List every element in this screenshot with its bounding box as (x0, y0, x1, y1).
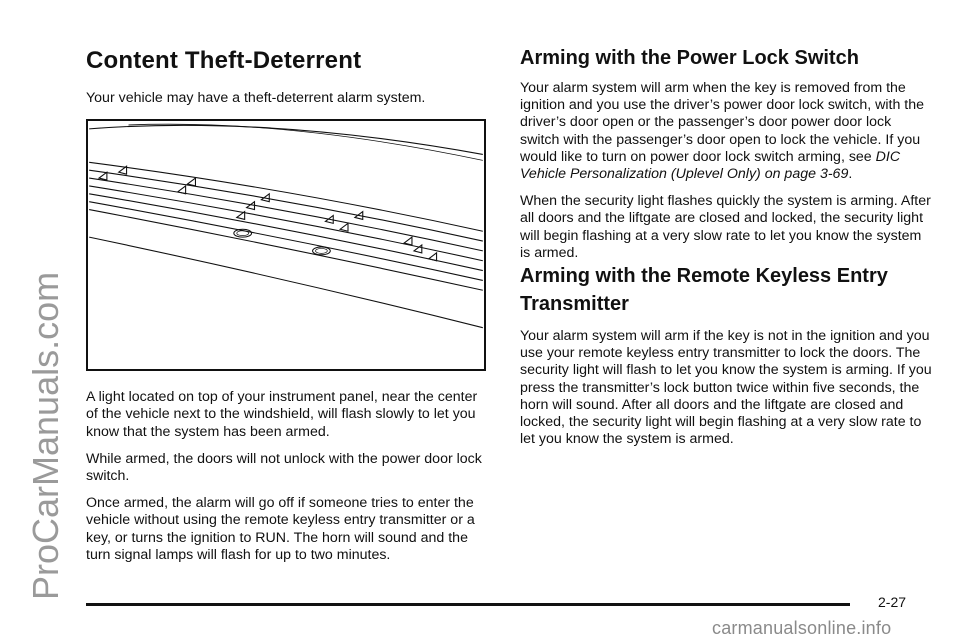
paragraph-power-lock-end: . (848, 166, 853, 183)
paragraph-power-lock-arming (520, 80, 932, 183)
footer-watermark: carmanualsonline.info (712, 618, 892, 638)
intro-paragraph: Your vehicle may have a theft-deterrent alarm system. (86, 90, 426, 106)
heading-power-lock-switch: Arming with the Power Lock Switch (520, 47, 859, 69)
paragraph-power-lock-text: Your alarm system will arm when the key is removed from the ignition and you use the driver’s power door lock switch, with the driver’s door open or the passenger’s door power door lock switch with the passenger’s door open to lock the vehicle. If you would like to turn on power door lock switch arming, see (520, 80, 925, 165)
side-watermark (6, 0, 66, 640)
page-number: 2-27 (878, 594, 907, 610)
right-column (520, 40, 932, 448)
side-watermark-text: ProCarManuals.com (25, 271, 66, 600)
instrument-panel-illustration (86, 119, 486, 371)
xref-dic-personalization[interactable]: DIC Vehicle Personalization (Uplevel Only) on page 3-69 (520, 148, 901, 183)
footer-rule (86, 603, 850, 606)
paragraph-light-location: A light located on top of your instrument panel, near the center of the vehicle next to the windshield, will flash slowly to let you know that the system has been armed. (86, 389, 478, 440)
page-title: Content Theft-Deterrent (86, 47, 362, 74)
paragraph-alarm-trigger: Once armed, the alarm will go off if someone tries to enter the vehicle without using the remote keyless entry transmitter or a key, or turns the ignition to RUN. The horn will sound and the turn signal lamps will flash for up to two minutes. (86, 495, 475, 563)
paragraph-doors-armed: While armed, the doors will not unlock with the power door lock switch. (86, 450, 482, 485)
paragraph-security-light: When the security light flashes quickly the system is arming. After all doors and the liftgate are closed and locked, the security light will begin flashing at a very slow rate to let you know the system is armed. (520, 193, 931, 261)
paragraph-remote-arming: Your alarm system will arm if the key is not in the ignition and you use your remote keyless entry transmitter to lock the doors. The security light will flash to let you know the system is arming. If you press the transmitter’s lock button twice within five seconds, the horn will sound. After all doors and the liftgate are closed and locked, the security light will begin flashing at a very slow rate to let you know the system is armed. (520, 328, 932, 448)
left-column (86, 40, 490, 564)
heading-remote-keyless: Arming with the Remote Keyless Entry Transmitter (520, 265, 888, 316)
